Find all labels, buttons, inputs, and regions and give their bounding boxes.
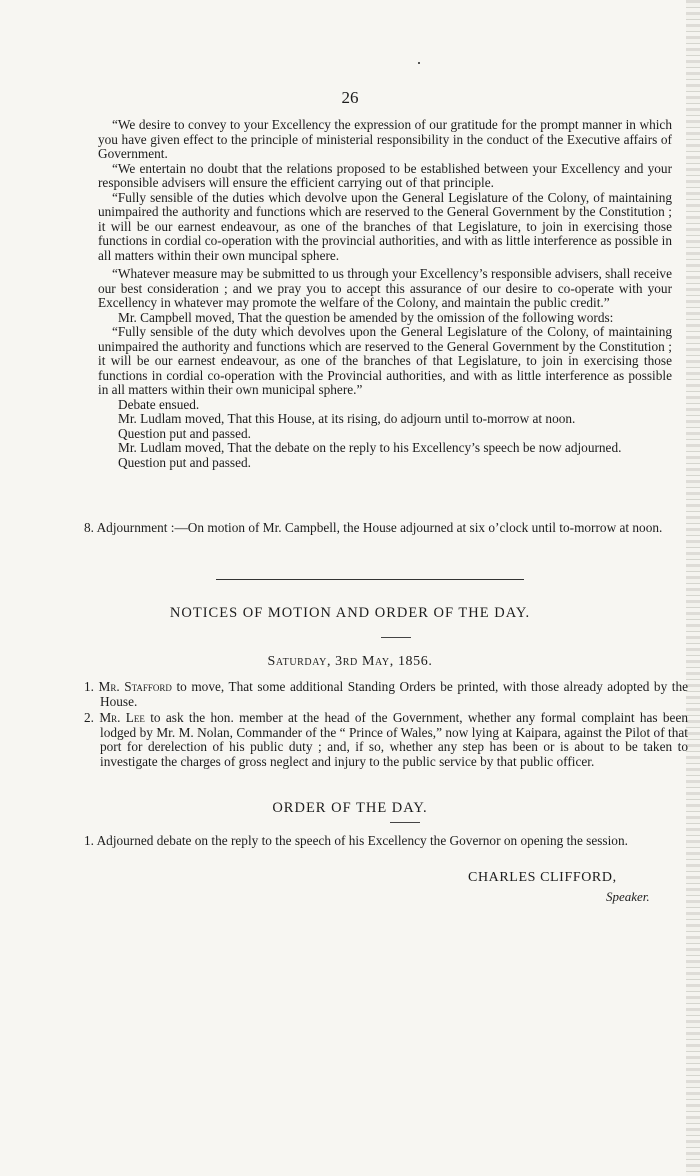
order-heading-short-rule bbox=[390, 822, 420, 823]
notice-item-1 bbox=[84, 680, 688, 709]
notices-date: Saturday, 3rd May, 1856. bbox=[267, 654, 433, 669]
notice-item-1-text: to move, That some additional Standing Orders be printed, with those already adopted by the House. bbox=[100, 679, 688, 709]
order-of-day-heading: ORDER OF THE DAY. bbox=[272, 800, 428, 816]
print-speck bbox=[418, 62, 420, 64]
page-number: 26 bbox=[341, 88, 359, 107]
question-passed-1: Question put and passed. bbox=[118, 425, 251, 441]
notice-item-1-member: Mr. Stafford bbox=[98, 679, 172, 694]
page-edge-scan-artifact bbox=[686, 0, 700, 1176]
notice-item-2-number: 2. bbox=[84, 710, 94, 725]
adjournment-item: 8. Adjournment :—On motion of Mr. Campbell, the House adjourned at six o’clock until to-morrow at noon. bbox=[84, 520, 663, 535]
notice-item-2-member: Mr. Lee bbox=[99, 710, 145, 725]
ludlam-motion-2: Mr. Ludlam moved, That the debate on the reply to his Excellency’s speech be now adjourned. bbox=[118, 440, 622, 455]
address-paragraph-2: “We entertain no doubt that the relations proposed to be established between your Excellency and your responsible advisers will ensure the efficient carrying out of that principle. bbox=[98, 160, 672, 190]
notice-item-1-number: 1. bbox=[84, 679, 94, 694]
notices-heading: NOTICES OF MOTION AND ORDER OF THE DAY. bbox=[169, 605, 531, 621]
debate-ensued: Debate ensued. bbox=[118, 396, 200, 412]
address-paragraph-4: “Whatever measure may be submitted to us through your Excellency’s responsible advisers, shall receive our best consideration ; and we pray you to accept this assurance of our desire to co-operate with your Excellency in whatever may promote the welfare of the Colony, and maintain the public credit.” bbox=[98, 266, 672, 310]
proceedings-text bbox=[98, 118, 672, 470]
speaker-name: CHARLES CLIFFORD, bbox=[468, 870, 617, 885]
address-paragraph-3: “Fully sensible of the duties which devolve upon the General Legislature of the Colony, of maintaining unimpaired the authority and functions which are reserved to the General Government by the Constitution ; it will be our earnest endeavour, as one of the branches of that Legislature, to join in exercising those functions in cordial co-operation with the provincial authorities, and with as little interference as possible in all matters within their own muncipal sphere. bbox=[98, 189, 672, 263]
amendment-motion: Mr. Campbell moved, That the question be amended by the omission of the following words: bbox=[118, 309, 614, 325]
speaker-title: Speaker. bbox=[606, 889, 650, 904]
amendment-words: “Fully sensible of the duty which devolves upon the General Legislature of the Colony, of maintaining unimpaired the authority and functions which are reserved to the General Government by the Constitution ; it will be our earnest endeavour, as one of the branches of that Legislature, to join in exercising those functions in cordial co-operation with the Provincial authorities, and with as little interference as possible in all matters within their own municipal sphere.” bbox=[98, 324, 672, 397]
ludlam-motion-1: Mr. Ludlam moved, That this House, at its rising, do adjourn until to-morrow at noon. bbox=[118, 411, 576, 426]
address-paragraph-1: “We desire to convey to your Excellency the expression of our gratitude for the prompt manner in which you have given effect to the principle of ministerial responsibility in the conduct of the Executive affairs of Government. bbox=[98, 117, 672, 161]
heading-short-rule bbox=[381, 637, 411, 638]
notice-item-2-text: to ask the hon. member at the head of the Government, whether any formal complaint has been lodged by Mr. M. Nolan, Commander of the “ Prince of Wales,” now lying at Kaipara, against the Pilot of that port for derelection of his public duty ; and, if so, whether any step has been or is about to be taken to investigate the charges of gross neglect and injury to the public service by that public officer. bbox=[100, 710, 688, 769]
order-of-day-item: 1. Adjourned debate on the reply to the speech of his Excellency the Governor on opening the session. bbox=[84, 833, 628, 848]
section-divider bbox=[216, 579, 524, 580]
question-passed-2: Question put and passed. bbox=[118, 454, 251, 470]
notice-item-2 bbox=[84, 711, 688, 769]
